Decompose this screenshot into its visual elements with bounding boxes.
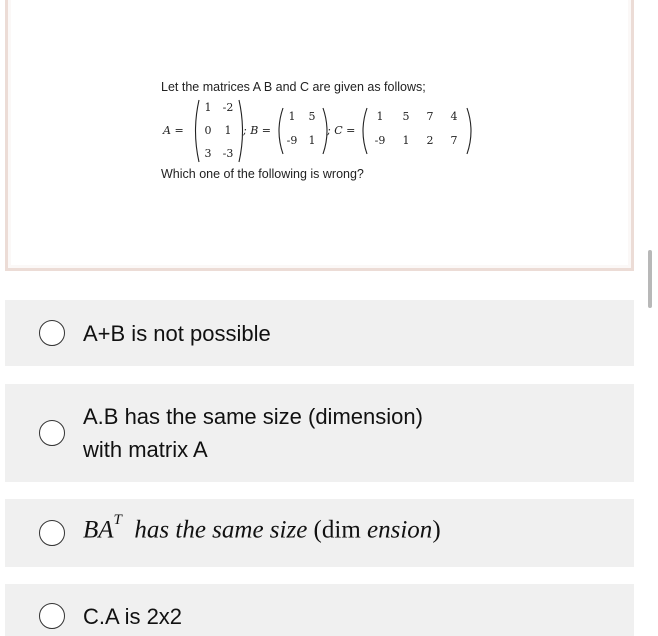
matrix-b-cell: 1 — [288, 110, 296, 123]
answer-option-3[interactable] — [5, 499, 634, 567]
matrix-c-cell: 7 — [426, 110, 434, 123]
matrix-definitions — [161, 98, 501, 164]
radio-button[interactable] — [39, 603, 65, 629]
matrix-a-cell: 0 — [204, 124, 212, 137]
matrix-a-cell: -3 — [222, 147, 234, 160]
answer-option-1[interactable] — [5, 300, 634, 366]
matrix-a-label: A = — [163, 124, 184, 137]
matrix-c-cell: 5 — [402, 110, 410, 123]
radio-button[interactable] — [39, 320, 65, 346]
matrix-b-cell: 5 — [308, 110, 316, 123]
question-prompt: Which one of the following is wrong? — [161, 167, 364, 181]
question-intro: Let the matrices A B and C are given as follows; — [161, 80, 426, 94]
scrollbar-thumb[interactable] — [648, 250, 652, 308]
matrix-a-cell: -2 — [222, 101, 234, 114]
matrix-c-cell: 4 — [450, 110, 458, 123]
answer-option-2[interactable] — [5, 384, 634, 482]
radio-button[interactable] — [39, 420, 65, 446]
matrix-c — [359, 106, 475, 156]
matrix-a-cell: 1 — [224, 124, 232, 137]
option-label: with matrix A — [83, 437, 208, 462]
matrix-a-cell: 3 — [204, 147, 212, 160]
radio-button[interactable] — [39, 520, 65, 546]
option-label: C.A is 2x2 — [83, 604, 183, 629]
matrix-b-label: ; B = — [243, 124, 271, 137]
matrix-c-cell: 2 — [426, 134, 434, 147]
matrix-c-cell: -9 — [374, 134, 386, 147]
matrix-b-cell: 1 — [308, 134, 316, 147]
option-math-label: $BA^T$ has the same size (dim ension) — [83, 512, 441, 544]
matrix-c-label: ; C = — [327, 124, 356, 137]
question-body — [11, 0, 628, 265]
option-label: A+B is not possible — [83, 321, 271, 346]
option-label: A.B has the same size (dimension) — [83, 404, 423, 429]
matrix-c-cell: 7 — [450, 134, 458, 147]
matrix-c-cell: 1 — [402, 134, 410, 147]
matrix-c-cell: 1 — [376, 110, 384, 123]
answer-option-4[interactable] — [5, 584, 634, 636]
matrix-a — [191, 98, 247, 164]
matrix-b — [275, 106, 331, 156]
matrix-a-cell: 1 — [204, 101, 212, 114]
question-card — [5, 0, 634, 271]
matrix-b-cell: -9 — [286, 134, 298, 147]
